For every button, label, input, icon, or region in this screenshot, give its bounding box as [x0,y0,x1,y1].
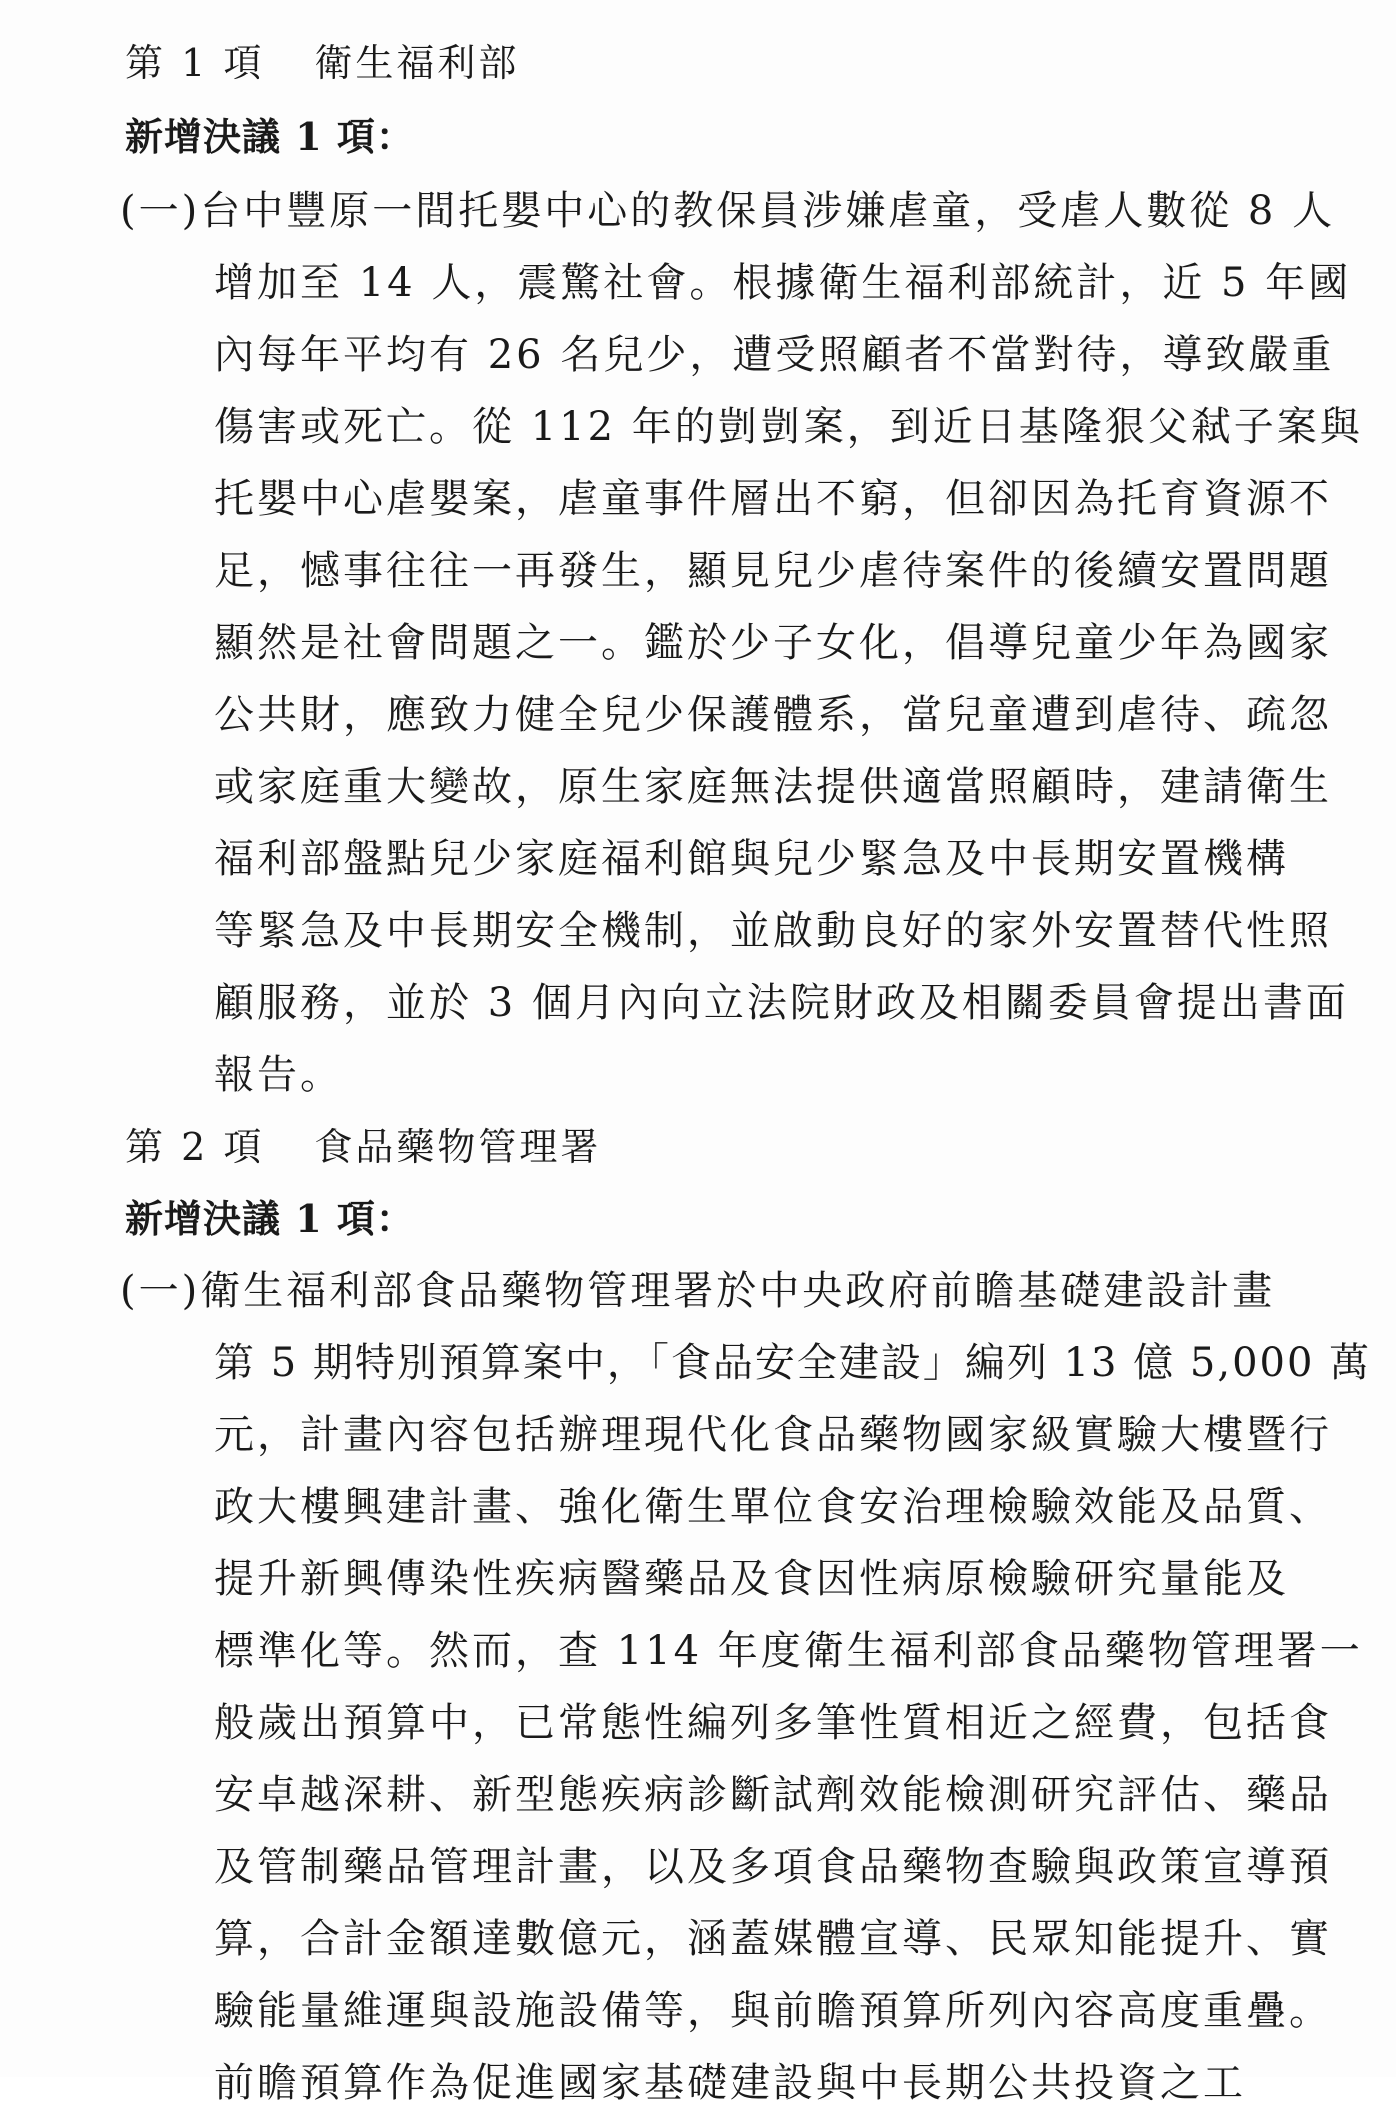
section-1-item-line: 公共財，應致力健全兒少保護體系，當兒童遭到虐待、疏忽 [214,692,1332,738]
section-1-item-line: 傷害或死亡。從 112 年的剴剴案，到近日基隆狠父弒子案與 [214,404,1363,450]
section-1-item-line: 顯然是社會問題之一。鑑於少子女化，倡導兒童少年為國家 [214,620,1332,666]
section-1-item-line: 報告。 [214,1052,343,1098]
section-2-item-line: 般歲出預算中，已常態性編列多筆性質相近之經費，包括食 [214,1700,1332,1746]
section-2-item-line: 政大樓興建計畫、強化衛生單位食安治理檢驗效能及品質、 [214,1484,1332,1530]
section-1-item-line: 增加至 14 人，震驚社會。根據衛生福利部統計，近 5 年國 [214,260,1352,306]
section-1-item-line: 或家庭重大變故，原生家庭無法提供適當照顧時，建請衛生 [214,764,1332,810]
section-2-item-line: 第 5 期特別預算案中，「食品安全建設」編列 13 億 5,000 萬 [214,1340,1372,1386]
section-1-item-line: (一)台中豐原一間托嬰中心的教保員涉嫌虐童，受虐人數從 8 人 [120,188,1336,234]
section-2-item-line: 標準化等。然而，查 114 年度衛生福利部食品藥物管理署一 [214,1628,1363,1674]
section-1-number: 第 1 項 [125,41,265,85]
section-1-item-line: 足，憾事往往一再發生，顯見兒少虐待案件的後續安置問題 [214,548,1332,594]
section-2-item-line: 算，合計金額達數億元，涵蓋媒體宣導、民眾知能提升、實 [214,1916,1332,1962]
section-1-item-line: 托嬰中心虐嬰案，虐童事件層出不窮，但卻因為托育資源不 [214,476,1332,522]
section-2-item-line: (一)衛生福利部食品藥物管理署於中央政府前瞻基礎建設計畫 [120,1268,1276,1314]
section-1-item-line: 內每年平均有 26 名兒少，遭受照顧者不當對待，導致嚴重 [214,332,1335,378]
section-2-item-line: 及管制藥品管理計畫，以及多項食品藥物查驗與政策宣導預 [214,1844,1332,1890]
section-1-item-line: 顧服務，並於 3 個月內向立法院財政及相關委員會提出書面 [214,980,1349,1026]
section-1-title: 衛生福利部 [314,41,520,85]
section-1-heading [125,38,519,88]
section-2-heading [125,1122,601,1172]
section-2-number: 第 2 項 [125,1125,265,1169]
section-2-resolution-label: 新增決議 1 項： [125,1196,415,1241]
section-2-item-line: 安卓越深耕、新型態疾病診斷試劑效能檢測研究評估、藥品 [214,1772,1332,1818]
section-2-title: 食品藥物管理署 [314,1125,602,1169]
section-2-item-line: 元，計畫內容包括辦理現代化食品藥物國家級實驗大樓暨行 [214,1412,1332,1458]
section-2-item-line: 前瞻預算作為促進國家基礎建設與中長期公共投資之工 [214,2060,1246,2106]
section-2-item-line: 驗能量維運與設施設備等，與前瞻預算所列內容高度重疊。 [214,1988,1332,2034]
section-1-item-line: 福利部盤點兒少家庭福利館與兒少緊急及中長期安置機構 [214,836,1289,882]
section-1-item-line: 等緊急及中長期安全機制，並啟動良好的家外安置替代性照 [214,908,1332,954]
section-1-resolution-label: 新增決議 1 項： [125,114,415,159]
section-2-item-line: 提升新興傳染性疾病醫藥品及食因性病原檢驗研究量能及 [214,1556,1289,1602]
